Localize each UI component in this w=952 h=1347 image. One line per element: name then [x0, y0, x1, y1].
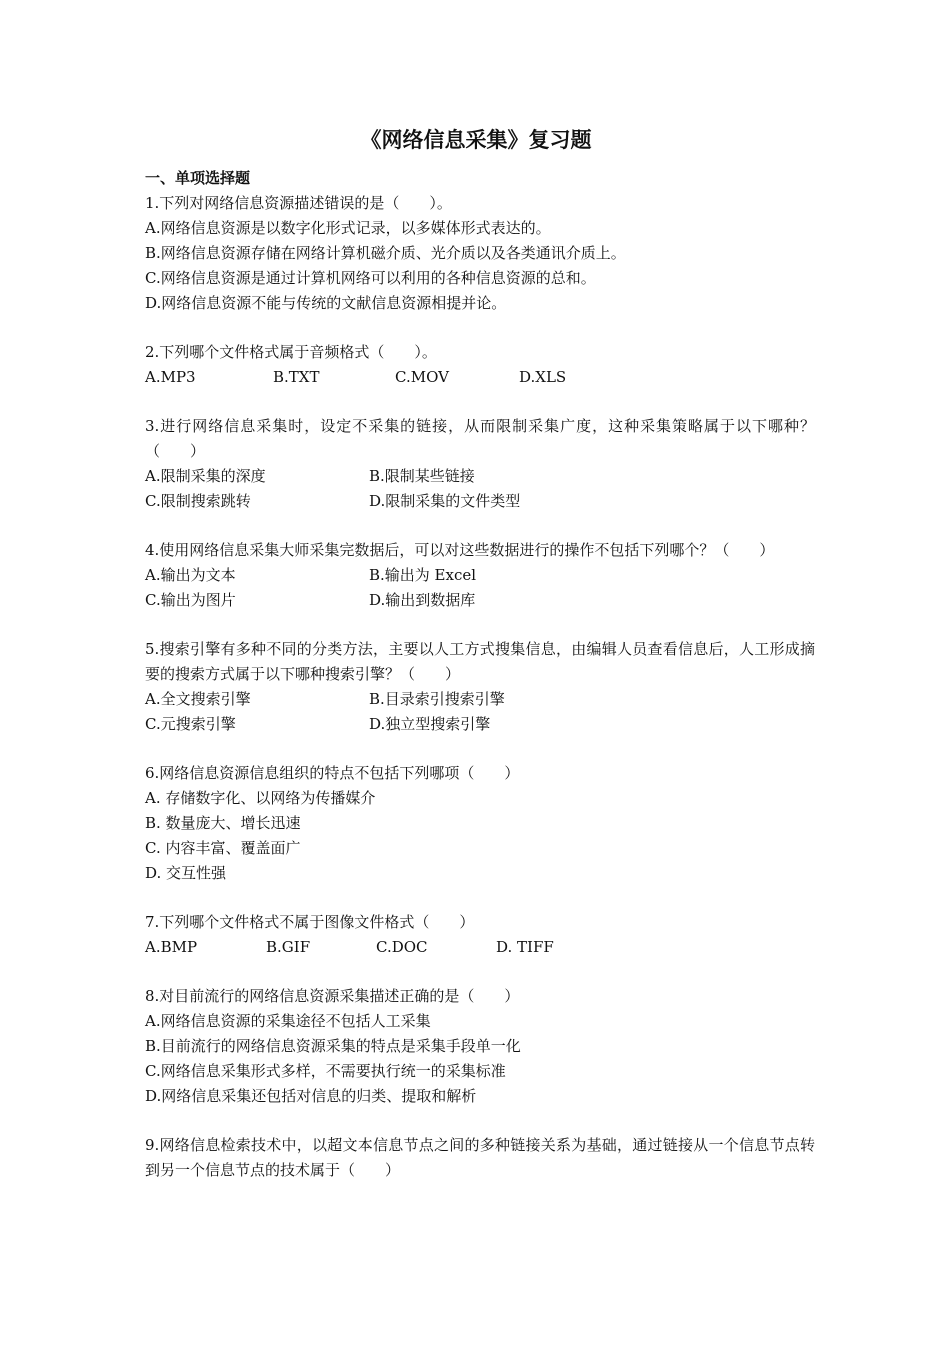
question-3 — [145, 414, 815, 514]
option-a: A.限制采集的深度 — [145, 467, 266, 485]
option-a: A.网络信息资源的采集途径不包括人工采集 — [145, 1012, 431, 1030]
option-a: A.输出为文本 — [145, 566, 236, 584]
question-stem: 5.搜索引擎有多种不同的分类方法，主要以人工方式搜集信息，由编辑人员查看信息后，人工形成摘要的搜索方式属于以下哪种搜索引擎？（ ） — [145, 640, 815, 683]
question-stem: 6.网络信息资源信息组织的特点不包括下列哪项（ ） — [145, 764, 520, 782]
option-c: C.网络信息采集形式多样，不需要执行统一的采集标准 — [145, 1062, 506, 1080]
option-b: B.目前流行的网络信息资源采集的特点是采集手段单一化 — [145, 1037, 521, 1055]
option-b: B.网络信息资源存储在网络计算机磁介质、光介质以及各类通讯介质上。 — [145, 244, 626, 262]
question-9 — [145, 1133, 815, 1183]
question-stem: 7.下列哪个文件格式不属于图像文件格式（ ） — [145, 913, 475, 931]
option-c: C.限制搜索跳转 — [145, 492, 251, 510]
question-stem: 2.下列哪个文件格式属于音频格式（ ）。 — [145, 343, 437, 361]
option-b: B.限制某些链接 — [369, 467, 475, 485]
section-heading: 一、单项选择题 — [145, 169, 251, 187]
options-row — [145, 687, 815, 712]
option-d: D.输出到数据库 — [369, 591, 476, 609]
option-c: C.DOC — [376, 938, 428, 956]
options-row — [145, 712, 815, 737]
option-b: B.输出为 Excel — [369, 566, 477, 584]
option-a: A.全文搜索引擎 — [145, 690, 251, 708]
option-b: B.TXT — [273, 368, 320, 386]
option-d: D.网络信息采集还包括对信息的归类、提取和解析 — [145, 1087, 477, 1105]
question-stem: 1.下列对网络信息资源描述错误的是（ ）。 — [145, 194, 452, 212]
option-b: B. 数量庞大、增长迅速 — [145, 814, 301, 832]
question-stem: 3.进行网络信息采集时，设定不采集的链接，从而限制采集广度，这种采集策略属于以下哪种？（ ） — [145, 417, 815, 460]
option-b: B.目录索引搜索引擎 — [369, 690, 505, 708]
options-row — [145, 489, 815, 514]
question-7 — [145, 910, 815, 960]
option-d: D.独立型搜索引擎 — [369, 715, 491, 733]
option-a: A. 存储数字化、以网络为传播媒介 — [145, 789, 376, 807]
option-d: D. TIFF — [496, 938, 554, 956]
option-c: C. 内容丰富、覆盖面广 — [145, 839, 301, 857]
question-1 — [145, 191, 815, 316]
options-row — [145, 464, 815, 489]
option-c: C.网络信息资源是通过计算机网络可以利用的各种信息资源的总和。 — [145, 269, 596, 287]
question-stem: 8.对目前流行的网络信息资源采集描述正确的是（ ） — [145, 987, 520, 1005]
options-row — [145, 935, 815, 960]
option-d: D. 交互性强 — [145, 864, 227, 882]
question-4 — [145, 538, 815, 613]
question-8 — [145, 984, 815, 1109]
options-row — [145, 563, 815, 588]
question-5 — [145, 637, 815, 737]
document-body — [145, 166, 815, 1207]
document-title: 《网络信息采集》复习题 — [360, 127, 592, 152]
option-a: A.MP3 — [145, 368, 196, 386]
question-6 — [145, 761, 815, 886]
options-row — [145, 365, 815, 390]
option-a: A.BMP — [145, 938, 198, 956]
option-d: D.网络信息资源不能与传统的文献信息资源相提并论。 — [145, 294, 507, 312]
option-d: D.限制采集的文件类型 — [369, 492, 521, 510]
option-c: C.元搜索引擎 — [145, 715, 236, 733]
question-stem: 9.网络信息检索技术中，以超文本信息节点之间的多种链接关系为基础，通过链接从一个信息节点转到另一个信息节点的技术属于（ ） — [145, 1136, 815, 1179]
option-b: B.GIF — [266, 938, 311, 956]
question-stem: 4.使用网络信息采集大师采集完数据后，可以对这些数据进行的操作不包括下列哪个？（ ） — [145, 541, 775, 559]
options-row — [145, 588, 815, 613]
option-c: C.输出为图片 — [145, 591, 236, 609]
option-c: C.MOV — [395, 368, 449, 386]
question-2 — [145, 340, 815, 390]
option-d: D.XLS — [519, 368, 567, 386]
option-a: A.网络信息资源是以数字化形式记录，以多媒体形式表达的。 — [145, 219, 551, 237]
